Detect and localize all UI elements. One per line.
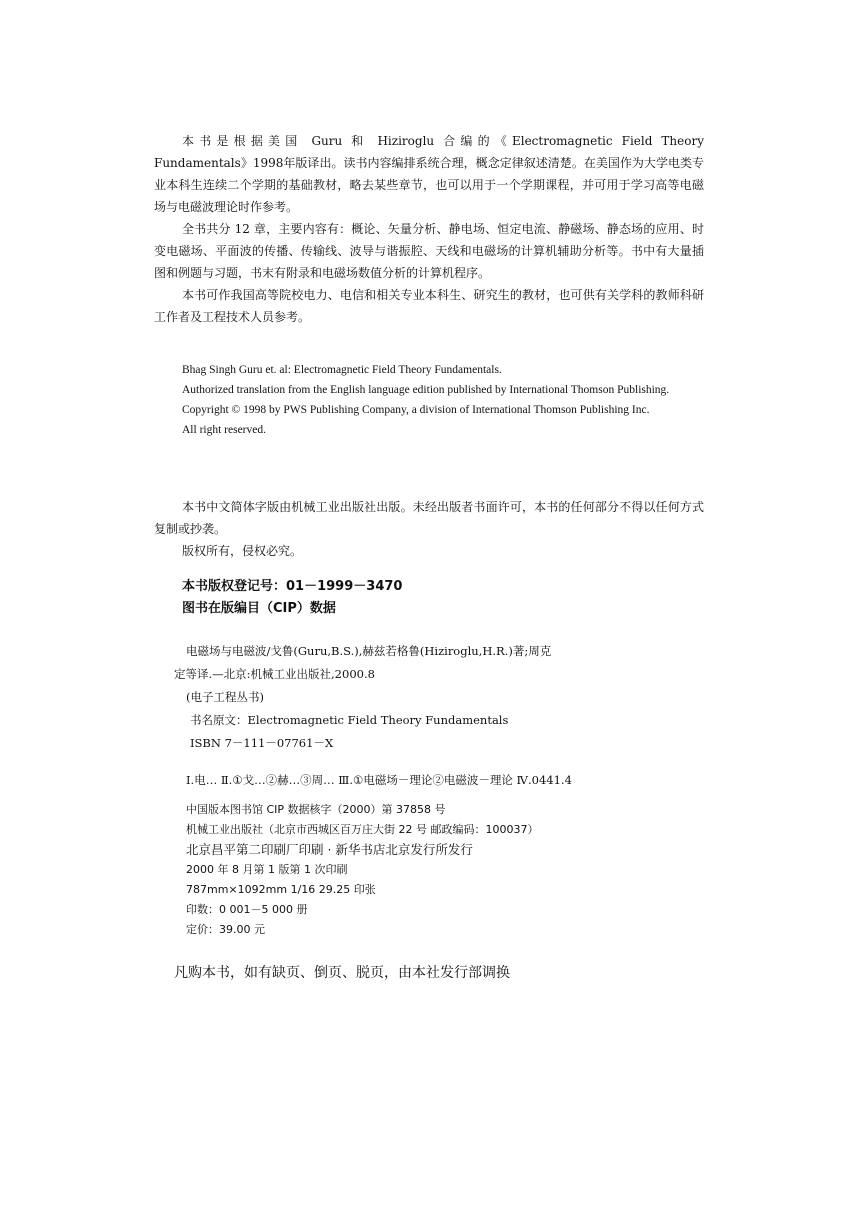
rights-reserved-text: 版权所有，侵权必究。	[182, 544, 303, 558]
english-authorized-line: Authorized translation from the English language edition published by International Thomson Publishing.	[182, 384, 670, 396]
english-copyright	[154, 360, 704, 440]
description-paragraph-2: 全书共分 12 章，主要内容有：概论、矢量分析、静电场、恒定电流、静磁场、静态场的应用、时变电磁场、平面波的传播、传输线、波导与谐振腔、天线和电磁场的计算机辅助分析等。书中有大量插图和例题与习题，书末有附录和电磁场数值分析的计算机程序。	[154, 222, 704, 280]
print-run: 印数：0 001－5 000 册	[186, 903, 308, 916]
cip-line-1: 电磁场与电磁波/戈鲁(Guru,B.S.),赫兹若格鲁(Hiziroglu,H.R.)著;周克	[186, 644, 552, 658]
chinese-copyright-paragraph: 本书中文简体字版由机械工业出版社出版。未经出版者书面许可，本书的任何部分不得以任何方式复制或抄袭。	[154, 500, 704, 536]
cip-series: (电子工程丛书)	[186, 690, 264, 704]
replacement-notice: 凡购本书，如有缺页、倒页、脱页，由本社发行部调换	[174, 965, 510, 981]
english-copyright-line: Copyright © 1998 by PWS Publishing Company, a division of International Thomson Publishing Inc.	[182, 404, 650, 416]
replacement-notice-block	[154, 962, 704, 984]
cip-isbn: ISBN 7－111－07761－X	[190, 736, 334, 750]
english-rights-line: All right reserved.	[182, 424, 266, 436]
chinese-copyright-notice	[154, 496, 704, 562]
english-title-line: Bhag Singh Guru et. al: Electromagnetic Field Theory Fundamentals.	[182, 364, 502, 376]
headings	[154, 576, 704, 620]
publisher-address: 机械工业出版社（北京市西城区百万庄大街 22 号 邮政编码：100037）	[186, 823, 539, 836]
printer-distributor: 北京昌平第二印刷厂印刷 · 新华书店北京发行所发行	[186, 842, 473, 857]
publication-info	[154, 800, 704, 940]
cip-data	[154, 640, 704, 792]
description-paragraph-3: 本书可作我国高等院校电力、电信和相关专业本科生、研究生的教材，也可供有关学科的教师科研工作者及工程技术人员参考。	[154, 288, 704, 324]
edition-info: 2000 年 8 月第 1 版第 1 次印刷	[186, 863, 348, 876]
cip-line-2: 定等译.—北京:机械工业出版社,2000.8	[174, 667, 375, 681]
book-description	[154, 130, 704, 328]
price: 定价：39.00 元	[186, 923, 265, 936]
format-info: 787mm×1092mm 1/16 29.25 印张	[186, 883, 376, 896]
description-paragraph-1: 本书是根据美国 Guru 和 Hiziroglu 合编的《Electromagnetic Field Theory Fundamentals》1998年版译出。读书内容编排系统合理，概念定律叙述清楚。在美国作为大学电类专业本科生连续二个学期的基础教材，略去某些章节，也可以用于一个学期课程，并可用于学习高等电磁场与电磁波理论时作参考。	[154, 134, 704, 214]
cip-original-title: 书名原文：Electromagnetic Field Theory Fundamentals	[190, 713, 509, 727]
cip-classification: Ⅰ.电… Ⅱ.①戈…②赫…③周… Ⅲ.①电磁场－理论②电磁波－理论 Ⅳ.0441.4	[186, 773, 572, 787]
cip-heading: 图书在版编目（CIP）数据	[182, 601, 336, 616]
cip-check-number: 中国版本图书馆 CIP 数据核字（2000）第 37858 号	[186, 803, 446, 816]
registration-number-heading: 本书版权登记号：01－1999－3470	[182, 579, 403, 594]
